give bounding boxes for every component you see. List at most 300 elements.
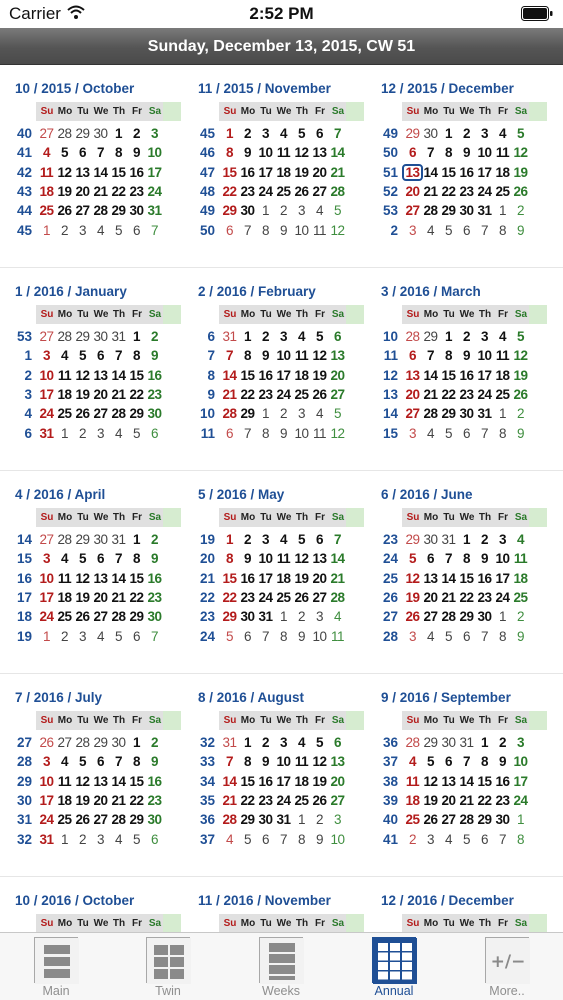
calendar-day[interactable]: 20 xyxy=(312,164,327,180)
calendar-day[interactable]: 27 xyxy=(93,406,108,422)
calendar-day[interactable]: 6 xyxy=(96,754,104,770)
adjacent-month-day[interactable]: 4 xyxy=(96,628,104,644)
calendar-day[interactable]: 21 xyxy=(222,386,237,402)
calendar-day[interactable]: 3 xyxy=(516,735,524,750)
adjacent-month-day[interactable]: 6 xyxy=(243,628,251,644)
calendar-day[interactable]: 9 xyxy=(462,348,470,364)
calendar-day[interactable]: 23 xyxy=(459,183,474,199)
calendar-day[interactable]: 25 xyxy=(276,183,291,199)
calendar-day[interactable]: 25 xyxy=(294,792,309,808)
calendar-day[interactable]: 4 xyxy=(498,329,506,344)
calendar-day[interactable]: 2 xyxy=(132,126,140,141)
calendar-day[interactable]: 28 xyxy=(330,589,345,605)
calendar-day[interactable]: 3 xyxy=(261,532,269,547)
calendar-day[interactable]: 10 xyxy=(276,348,291,364)
calendar-day[interactable]: 1 xyxy=(225,532,233,547)
calendar-day[interactable]: 26 xyxy=(423,812,438,828)
calendar-day[interactable]: 27 xyxy=(93,812,108,828)
adjacent-month-day[interactable]: 9 xyxy=(315,831,323,847)
adjacent-month-day[interactable]: 3 xyxy=(96,831,104,847)
calendar-day[interactable]: 19 xyxy=(294,570,309,586)
calendar-day[interactable]: 2 xyxy=(462,126,470,141)
calendar-day[interactable]: 14 xyxy=(93,164,108,180)
calendar-day[interactable]: 23 xyxy=(258,792,273,808)
calendar-day[interactable]: 14 xyxy=(111,773,126,789)
calendar-day[interactable]: 4 xyxy=(297,735,305,750)
calendar-day[interactable]: 12 xyxy=(294,145,309,161)
calendar-day[interactable]: 1 xyxy=(114,126,122,141)
calendar-day[interactable]: 4 xyxy=(279,532,287,547)
calendar-day[interactable]: 22 xyxy=(459,589,474,605)
adjacent-month-day[interactable]: 3 xyxy=(297,406,305,422)
calendar-day[interactable]: 19 xyxy=(513,164,528,180)
adjacent-month-day[interactable]: 28 xyxy=(57,532,72,547)
adjacent-month-day[interactable]: 30 xyxy=(441,735,456,750)
calendar-day[interactable]: 23 xyxy=(240,589,255,605)
month-calendar[interactable] xyxy=(366,878,549,932)
calendar-day[interactable]: 27 xyxy=(405,406,420,422)
calendar-day[interactable]: 10 xyxy=(495,551,510,567)
calendar-day[interactable]: 20 xyxy=(93,589,108,605)
calendar-day[interactable]: 11 xyxy=(57,773,72,789)
calendar-day[interactable]: 11 xyxy=(276,145,291,161)
adjacent-month-day[interactable]: 5 xyxy=(333,203,341,219)
calendar-day[interactable]: 14 xyxy=(330,551,345,567)
calendar-day[interactable]: 2 xyxy=(480,532,488,547)
calendar-day[interactable]: 3 xyxy=(480,329,488,344)
calendar-day[interactable]: 17 xyxy=(39,589,54,605)
calendar-day[interactable]: 9 xyxy=(243,551,251,567)
calendar-day[interactable]: 25 xyxy=(405,812,420,828)
adjacent-month-day[interactable]: 1 xyxy=(60,831,68,847)
calendar-day[interactable]: 2 xyxy=(150,735,158,750)
calendar-day[interactable]: 25 xyxy=(294,386,309,402)
calendar-day[interactable]: 25 xyxy=(495,183,510,199)
calendar-day[interactable]: 10 xyxy=(477,348,492,364)
calendar-day[interactable]: 26 xyxy=(513,386,528,402)
adjacent-month-day[interactable]: 5 xyxy=(114,222,122,238)
calendar-day[interactable]: 6 xyxy=(333,735,341,750)
adjacent-month-day[interactable]: 2 xyxy=(78,831,86,847)
calendar-day[interactable]: 6 xyxy=(96,348,104,364)
calendar-day[interactable]: 2 xyxy=(261,329,269,344)
calendar-day[interactable]: 26 xyxy=(405,609,420,625)
calendar-day[interactable]: 5 xyxy=(297,126,305,141)
calendar-day[interactable]: 30 xyxy=(147,406,162,422)
calendar-day[interactable]: 2 xyxy=(261,735,269,750)
adjacent-month-day[interactable]: 3 xyxy=(78,222,86,238)
calendar-day[interactable]: 1 xyxy=(243,735,251,750)
calendar-day[interactable]: 2 xyxy=(150,329,158,344)
tab-annual[interactable] xyxy=(338,933,450,1000)
adjacent-month-day[interactable]: 1 xyxy=(498,203,506,219)
calendar-day[interactable]: 19 xyxy=(57,183,72,199)
calendar-day[interactable]: 18 xyxy=(294,367,309,383)
calendar-day[interactable]: 21 xyxy=(459,792,474,808)
calendar-day[interactable]: 19 xyxy=(513,367,528,383)
calendar-day[interactable]: 23 xyxy=(477,589,492,605)
calendar-day[interactable]: 24 xyxy=(477,386,492,402)
calendar-day[interactable]: 4 xyxy=(279,126,287,141)
calendar-day[interactable]: 8 xyxy=(462,551,470,567)
calendar-day[interactable]: 1 xyxy=(225,126,233,141)
adjacent-month-day[interactable]: 5 xyxy=(132,831,140,847)
adjacent-month-day[interactable]: 7 xyxy=(498,831,506,847)
month-calendar[interactable] xyxy=(183,878,366,932)
calendar-day[interactable]: 27 xyxy=(312,589,327,605)
calendar-day[interactable]: 10 xyxy=(513,754,528,770)
calendar-day[interactable]: 28 xyxy=(111,406,126,422)
calendar-day[interactable]: 29 xyxy=(129,406,144,422)
calendar-day[interactable]: 7 xyxy=(333,532,341,547)
calendar-day[interactable]: 29 xyxy=(129,609,144,625)
adjacent-month-day[interactable]: 8 xyxy=(261,425,269,441)
calendar-day[interactable]: 30 xyxy=(495,812,510,828)
adjacent-month-day[interactable]: 6 xyxy=(462,425,470,441)
calendar-day[interactable]: 5 xyxy=(297,532,305,547)
tab-more[interactable] xyxy=(451,933,563,1000)
adjacent-month-day[interactable]: 27 xyxy=(39,329,54,344)
calendar-day[interactable]: 15 xyxy=(222,164,237,180)
adjacent-month-day[interactable]: 11 xyxy=(312,222,326,238)
calendar-day[interactable]: 6 xyxy=(315,532,323,547)
calendar-day[interactable]: 8 xyxy=(225,145,233,161)
adjacent-month-day[interactable]: 28 xyxy=(57,126,72,141)
calendar-day[interactable]: 13 xyxy=(93,570,108,586)
calendar-day[interactable]: 22 xyxy=(477,792,492,808)
adjacent-month-day[interactable]: 28 xyxy=(75,735,90,750)
calendar-day[interactable]: 16 xyxy=(147,570,162,586)
adjacent-month-day[interactable]: 12 xyxy=(330,222,345,238)
calendar-day[interactable]: 4 xyxy=(516,532,524,547)
calendar-day[interactable]: 26 xyxy=(75,609,90,625)
adjacent-month-day[interactable]: 9 xyxy=(297,628,305,644)
adjacent-month-day[interactable]: 3 xyxy=(297,203,305,219)
calendar-day[interactable]: 7 xyxy=(426,348,434,364)
calendar-day[interactable]: 26 xyxy=(513,183,528,199)
adjacent-month-day[interactable]: 6 xyxy=(480,831,488,847)
month-calendar[interactable] xyxy=(366,269,549,472)
calendar-day[interactable]: 4 xyxy=(60,754,68,770)
calendar-day[interactable]: 7 xyxy=(426,145,434,161)
adjacent-month-day[interactable]: 31 xyxy=(111,329,126,344)
calendar-day[interactable]: 27 xyxy=(330,386,345,402)
adjacent-month-day[interactable]: 3 xyxy=(315,609,323,625)
month-calendar[interactable] xyxy=(366,472,549,675)
calendar-day[interactable]: 13 xyxy=(93,367,108,383)
calendar-day[interactable]: 16 xyxy=(258,367,273,383)
calendar-day[interactable]: 15 xyxy=(129,773,144,789)
adjacent-month-day[interactable]: 1 xyxy=(516,812,524,828)
calendar-day[interactable]: 9 xyxy=(150,754,158,770)
calendar-day[interactable]: 19 xyxy=(423,792,438,808)
adjacent-month-day[interactable]: 2 xyxy=(60,628,68,644)
calendar-day[interactable]: 25 xyxy=(57,406,72,422)
adjacent-month-day[interactable]: 5 xyxy=(444,222,452,238)
calendar-day[interactable]: 17 xyxy=(258,570,273,586)
calendar-day[interactable]: 28 xyxy=(441,609,456,625)
calendar-day[interactable]: 21 xyxy=(423,183,438,199)
month-calendar[interactable] xyxy=(183,472,366,675)
calendar-day[interactable]: 16 xyxy=(495,773,510,789)
calendar-day[interactable]: 10 xyxy=(258,551,273,567)
calendar-day[interactable]: 17 xyxy=(258,164,273,180)
adjacent-month-day[interactable]: 28 xyxy=(405,735,420,750)
adjacent-month-day[interactable]: 4 xyxy=(114,425,122,441)
adjacent-month-day[interactable]: 10 xyxy=(294,222,309,238)
calendar-day[interactable]: 28 xyxy=(111,812,126,828)
calendar-day[interactable]: 3 xyxy=(498,532,506,547)
adjacent-month-day[interactable]: 27 xyxy=(39,532,54,547)
calendar-day[interactable]: 8 xyxy=(444,348,452,364)
calendar-day[interactable]: 13 xyxy=(441,773,456,789)
calendar-day[interactable]: 16 xyxy=(147,773,162,789)
calendar-day[interactable]: 31 xyxy=(147,203,162,219)
calendar-day[interactable]: 1 xyxy=(132,735,140,750)
calendar-day[interactable]: 16 xyxy=(477,570,492,586)
calendar-day[interactable]: 8 xyxy=(132,551,140,567)
calendar-day[interactable]: 15 xyxy=(240,367,255,383)
calendar-day[interactable]: 26 xyxy=(312,792,327,808)
adjacent-month-day[interactable]: 1 xyxy=(42,628,50,644)
calendar-day[interactable]: 31 xyxy=(477,203,492,219)
adjacent-month-day[interactable]: 11 xyxy=(330,628,344,644)
calendar-day[interactable]: 18 xyxy=(513,570,528,586)
calendar-day[interactable]: 22 xyxy=(129,386,144,402)
calendar-day[interactable]: 16 xyxy=(258,773,273,789)
calendar-day[interactable]: 4 xyxy=(408,754,416,770)
calendar-day[interactable]: 24 xyxy=(276,386,291,402)
calendar-day[interactable]: 1 xyxy=(243,329,251,344)
calendar-day[interactable]: 9 xyxy=(150,348,158,364)
calendar-day[interactable]: 22 xyxy=(240,792,255,808)
calendar-day[interactable]: 2 xyxy=(243,126,251,141)
tab-main[interactable] xyxy=(0,933,112,1000)
calendar-day[interactable]: 17 xyxy=(477,164,492,180)
calendar-day[interactable]: 26 xyxy=(312,386,327,402)
month-calendar[interactable] xyxy=(0,675,183,878)
adjacent-month-day[interactable]: 29 xyxy=(423,329,438,344)
calendar-day[interactable]: 18 xyxy=(294,773,309,789)
calendar-day[interactable]: 25 xyxy=(495,386,510,402)
adjacent-month-day[interactable]: 3 xyxy=(96,425,104,441)
adjacent-month-day[interactable]: 5 xyxy=(114,628,122,644)
calendar-day[interactable]: 28 xyxy=(423,203,438,219)
adjacent-month-day[interactable]: 6 xyxy=(150,425,158,441)
calendar-day[interactable]: 9 xyxy=(462,145,470,161)
adjacent-month-day[interactable]: 8 xyxy=(261,222,269,238)
calendar-day[interactable]: 27 xyxy=(405,203,420,219)
calendar-day[interactable]: 6 xyxy=(78,145,86,161)
adjacent-month-day[interactable]: 2 xyxy=(297,609,305,625)
adjacent-month-day[interactable]: 30 xyxy=(93,329,108,344)
calendar-day[interactable]: 22 xyxy=(222,183,237,199)
calendar-day[interactable]: 12 xyxy=(312,348,327,364)
adjacent-month-day[interactable]: 7 xyxy=(243,222,251,238)
calendar-day[interactable]: 6 xyxy=(408,348,416,364)
calendar-day[interactable]: 4 xyxy=(498,126,506,141)
calendar-day[interactable]: 8 xyxy=(444,145,452,161)
adjacent-month-day[interactable]: 7 xyxy=(150,222,158,238)
calendar-day[interactable]: 22 xyxy=(441,386,456,402)
adjacent-month-day[interactable]: 3 xyxy=(78,628,86,644)
adjacent-month-day[interactable]: 29 xyxy=(75,329,90,344)
calendar-day[interactable]: 8 xyxy=(132,348,140,364)
adjacent-month-day[interactable]: 10 xyxy=(294,425,309,441)
calendar-day[interactable]: 22 xyxy=(441,183,456,199)
adjacent-month-day[interactable]: 7 xyxy=(480,628,488,644)
calendar-day[interactable]: 1 xyxy=(462,532,470,547)
calendar-day[interactable]: 2 xyxy=(462,329,470,344)
calendar-day[interactable]: 7 xyxy=(444,551,452,567)
calendar-day[interactable]: 15 xyxy=(459,570,474,586)
calendar-day[interactable]: 12 xyxy=(57,164,72,180)
calendar-day[interactable]: 29 xyxy=(240,406,255,422)
month-calendar[interactable] xyxy=(366,66,549,269)
adjacent-month-day[interactable]: 4 xyxy=(114,831,122,847)
calendar-day[interactable]: 26 xyxy=(57,203,72,219)
calendar-day[interactable]: 9 xyxy=(498,754,506,770)
adjacent-month-day[interactable]: 3 xyxy=(408,628,416,644)
month-calendar[interactable] xyxy=(183,66,366,269)
adjacent-month-day[interactable]: 29 xyxy=(75,532,90,547)
calendar-day[interactable]: 14 xyxy=(423,367,438,383)
calendar-day[interactable]: 18 xyxy=(276,164,291,180)
calendar-day[interactable]: 30 xyxy=(147,609,162,625)
calendar-day[interactable]: 24 xyxy=(39,812,54,828)
calendar-day[interactable]: 11 xyxy=(39,164,54,180)
adjacent-month-day[interactable]: 4 xyxy=(426,222,434,238)
calendar-day[interactable]: 18 xyxy=(57,386,72,402)
calendar-day[interactable]: 14 xyxy=(459,773,474,789)
calendar-day[interactable]: 23 xyxy=(459,386,474,402)
calendar-day[interactable]: 6 xyxy=(333,329,341,344)
calendar-day[interactable]: 12 xyxy=(294,551,309,567)
adjacent-month-day[interactable]: 2 xyxy=(279,406,287,422)
calendar-day[interactable]: 23 xyxy=(240,183,255,199)
adjacent-month-day[interactable]: 7 xyxy=(243,425,251,441)
calendar-day[interactable]: 9 xyxy=(261,754,269,770)
calendar-day[interactable]: 29 xyxy=(441,406,456,422)
calendar-day[interactable]: 7 xyxy=(96,145,104,161)
calendar-day[interactable]: 5 xyxy=(516,126,524,141)
month-calendar[interactable] xyxy=(0,269,183,472)
calendar-day[interactable]: 20 xyxy=(93,386,108,402)
calendar-day[interactable]: 27 xyxy=(75,203,90,219)
calendar-day[interactable]: 7 xyxy=(225,754,233,770)
calendar-day[interactable]: 15 xyxy=(240,773,255,789)
adjacent-month-day[interactable]: 28 xyxy=(57,329,72,344)
calendar-day[interactable]: 20 xyxy=(330,367,345,383)
calendar-day[interactable]: 17 xyxy=(495,570,510,586)
calendar-day[interactable]: 26 xyxy=(75,812,90,828)
calendar-day[interactable]: 15 xyxy=(441,367,456,383)
calendar-day[interactable]: 5 xyxy=(78,348,86,364)
calendar-day[interactable]: 9 xyxy=(261,348,269,364)
calendar-day[interactable]: 20 xyxy=(423,589,438,605)
calendar-day[interactable]: 12 xyxy=(75,773,90,789)
calendar-day[interactable]: 1 xyxy=(480,735,488,750)
calendar-day[interactable]: 22 xyxy=(129,792,144,808)
calendar-day[interactable]: 12 xyxy=(405,570,420,586)
calendar-day[interactable]: 21 xyxy=(423,386,438,402)
adjacent-month-day[interactable]: 6 xyxy=(150,831,158,847)
adjacent-month-day[interactable]: 4 xyxy=(444,831,452,847)
month-calendar[interactable] xyxy=(0,66,183,269)
adjacent-month-day[interactable]: 9 xyxy=(516,222,524,238)
calendar-day[interactable]: 20 xyxy=(93,792,108,808)
adjacent-month-day[interactable]: 3 xyxy=(426,831,434,847)
calendar-day[interactable]: 13 xyxy=(75,164,90,180)
calendar-day[interactable]: 27 xyxy=(330,792,345,808)
adjacent-month-day[interactable]: 8 xyxy=(516,831,524,847)
calendar-day[interactable]: 28 xyxy=(330,183,345,199)
calendar-day[interactable]: 25 xyxy=(513,589,528,605)
calendar-day[interactable]: 6 xyxy=(315,126,323,141)
calendar-day[interactable]: 21 xyxy=(330,570,345,586)
calendar-day[interactable]: 10 xyxy=(39,367,54,383)
calendar-day[interactable]: 29 xyxy=(129,812,144,828)
adjacent-month-day[interactable]: 3 xyxy=(408,425,416,441)
calendar-day[interactable]: 10 xyxy=(276,754,291,770)
calendar-day[interactable]: 1 xyxy=(132,329,140,344)
calendar-day[interactable]: 15 xyxy=(477,773,492,789)
calendar-day[interactable]: 19 xyxy=(75,589,90,605)
adjacent-month-day[interactable]: 29 xyxy=(75,126,90,141)
calendar-day[interactable]: 3 xyxy=(42,551,50,567)
calendar-day[interactable]: 11 xyxy=(57,367,72,383)
adjacent-month-day[interactable]: 3 xyxy=(408,222,416,238)
calendar-day[interactable]: 27 xyxy=(423,609,438,625)
adjacent-month-day[interactable]: 7 xyxy=(150,628,158,644)
adjacent-month-day[interactable]: 10 xyxy=(312,628,327,644)
calendar-day[interactable]: 4 xyxy=(42,145,50,161)
calendar-day[interactable]: 13 xyxy=(403,165,422,180)
calendar-day[interactable]: 6 xyxy=(444,754,452,770)
calendar-day[interactable]: 12 xyxy=(312,754,327,770)
adjacent-month-day[interactable]: 27 xyxy=(39,126,54,141)
calendar-day[interactable]: 5 xyxy=(60,145,68,161)
calendar-day[interactable]: 10 xyxy=(39,773,54,789)
calendar-day[interactable]: 11 xyxy=(405,773,420,789)
calendar-day[interactable]: 15 xyxy=(129,570,144,586)
calendar-day[interactable]: 4 xyxy=(60,551,68,567)
calendar-day[interactable]: 3 xyxy=(279,735,287,750)
calendar-day[interactable]: 14 xyxy=(441,570,456,586)
calendar-day[interactable]: 23 xyxy=(495,792,510,808)
calendar-day[interactable]: 22 xyxy=(129,589,144,605)
adjacent-month-day[interactable]: 2 xyxy=(279,203,287,219)
calendar-day[interactable]: 12 xyxy=(513,348,528,364)
adjacent-month-day[interactable]: 8 xyxy=(498,222,506,238)
calendar-day[interactable]: 6 xyxy=(426,551,434,567)
adjacent-month-day[interactable]: 4 xyxy=(426,628,434,644)
adjacent-month-day[interactable]: 8 xyxy=(297,831,305,847)
calendar-day[interactable]: 4 xyxy=(297,329,305,344)
calendar-day[interactable]: 10 xyxy=(258,145,273,161)
calendar-day[interactable]: 16 xyxy=(240,164,255,180)
calendar-day[interactable]: 2 xyxy=(243,532,251,547)
adjacent-month-day[interactable]: 29 xyxy=(93,735,108,750)
calendar-day[interactable]: 10 xyxy=(477,145,492,161)
calendar-day[interactable]: 26 xyxy=(294,589,309,605)
calendar-day[interactable]: 20 xyxy=(75,183,90,199)
adjacent-month-day[interactable]: 30 xyxy=(423,126,438,141)
calendar-day[interactable]: 8 xyxy=(225,551,233,567)
calendar-day[interactable]: 25 xyxy=(39,203,54,219)
adjacent-month-day[interactable]: 5 xyxy=(462,831,470,847)
adjacent-month-day[interactable]: 1 xyxy=(297,812,305,828)
